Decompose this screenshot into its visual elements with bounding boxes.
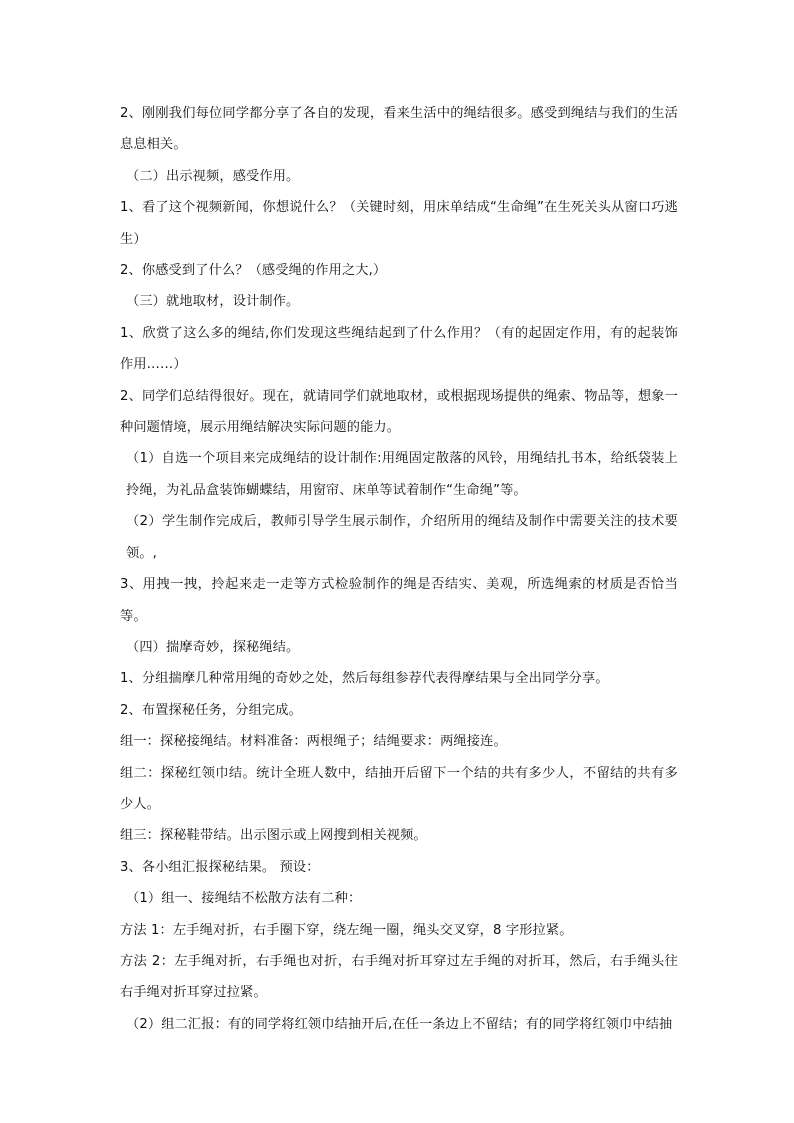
- paragraph: 2、布置探秘任务，分组完成。: [120, 702, 302, 718]
- paragraph: 1、看了这个视频新闻，你想说什么？（关键时刻，用床单结成“生命绳”在生死关头从窗口巧逃生）: [120, 200, 678, 247]
- paragraph: 3、用拽一拽，拎起来走一走等方式检验制作的绳是否结实、美观，所选绳索的材质是否恰当等。: [120, 577, 678, 624]
- paragraph: （2）学生制作完成后，教师引导学生展示制作，介绍所用的绳结及制作中需要关注的技术要领。,: [126, 514, 678, 561]
- paragraph: 组一：探秘接绳结。材料准备：两根绳子；结绳要求：两绳接连。: [120, 734, 507, 750]
- paragraph: 组三：探秘鞋带结。出示图示或上网搜到相关视频。: [120, 828, 427, 844]
- paragraph: 方法 1：左手绳对折，右手圈下穿，绕左绳一圈，绳头交叉穿，8 字形拉紧。: [120, 922, 573, 938]
- paragraph: （1）组一、接绳结不松散方法有二种：: [126, 891, 362, 907]
- paragraph: 2、刚刚我们每位同学都分享了各自的发现，看来生活中的绳结很多。感受到绳结与我们的生活息息相关。: [120, 106, 678, 153]
- paragraph: 组二：探秘红领巾结。统计全班人数中，结抽开后留下一个结的共有多少人，不留结的共有多少人。: [120, 765, 678, 812]
- paragraph: 方法 2：左手绳对折，右手绳也对折，右手绳对折耳穿过左手绳的对折耳，然后，右手绳头往右手绳对折耳穿过拉紧。: [120, 953, 678, 1001]
- section-heading-2: （二）出示视频，感受作用。: [126, 168, 300, 184]
- paragraph: （2）组二汇报：有的同学将红领巾结抽开后,在任一条边上不留结；有的同学将红领巾中结抽: [126, 1016, 673, 1032]
- section-heading-3: （三）就地取材，设计制作。: [126, 294, 300, 310]
- paragraph: 2、同学们总结得很好。现在，就请同学们就地取材，或根据现场提供的绳索、物品等，想象一种问题情境，展示用绳结解决实际问题的能力。: [120, 388, 678, 436]
- paragraph: 3、各小组汇报探秘结果。 预设：: [120, 859, 320, 875]
- section-heading-4: （四）揣摩奇妙，探秘绳结。: [126, 639, 300, 655]
- paragraph: （1）自选一个项目来完成绳结的设计制作:用绳固定散落的风铃，用绳结扎书本，给纸袋装上拎绳，为礼品盒装饰蝴蝶结，用窗帘、床单等试着制作“生命绳”等。: [126, 451, 678, 498]
- paragraph: 1、分组揣摩几种常用绳的奇妙之处，然后每组参荐代表得摩结果与全出同学分享。: [120, 671, 609, 687]
- document-body: [120, 98, 678, 1040]
- paragraph: 1、欣赏了这么多的绳结,你们发现这些绳结起到了什么作用？（有的起固定作用，有的起装饰作用……）: [120, 325, 678, 373]
- paragraph: 2、你感受到了什么？（感受绳的作用之大,）: [120, 263, 387, 279]
